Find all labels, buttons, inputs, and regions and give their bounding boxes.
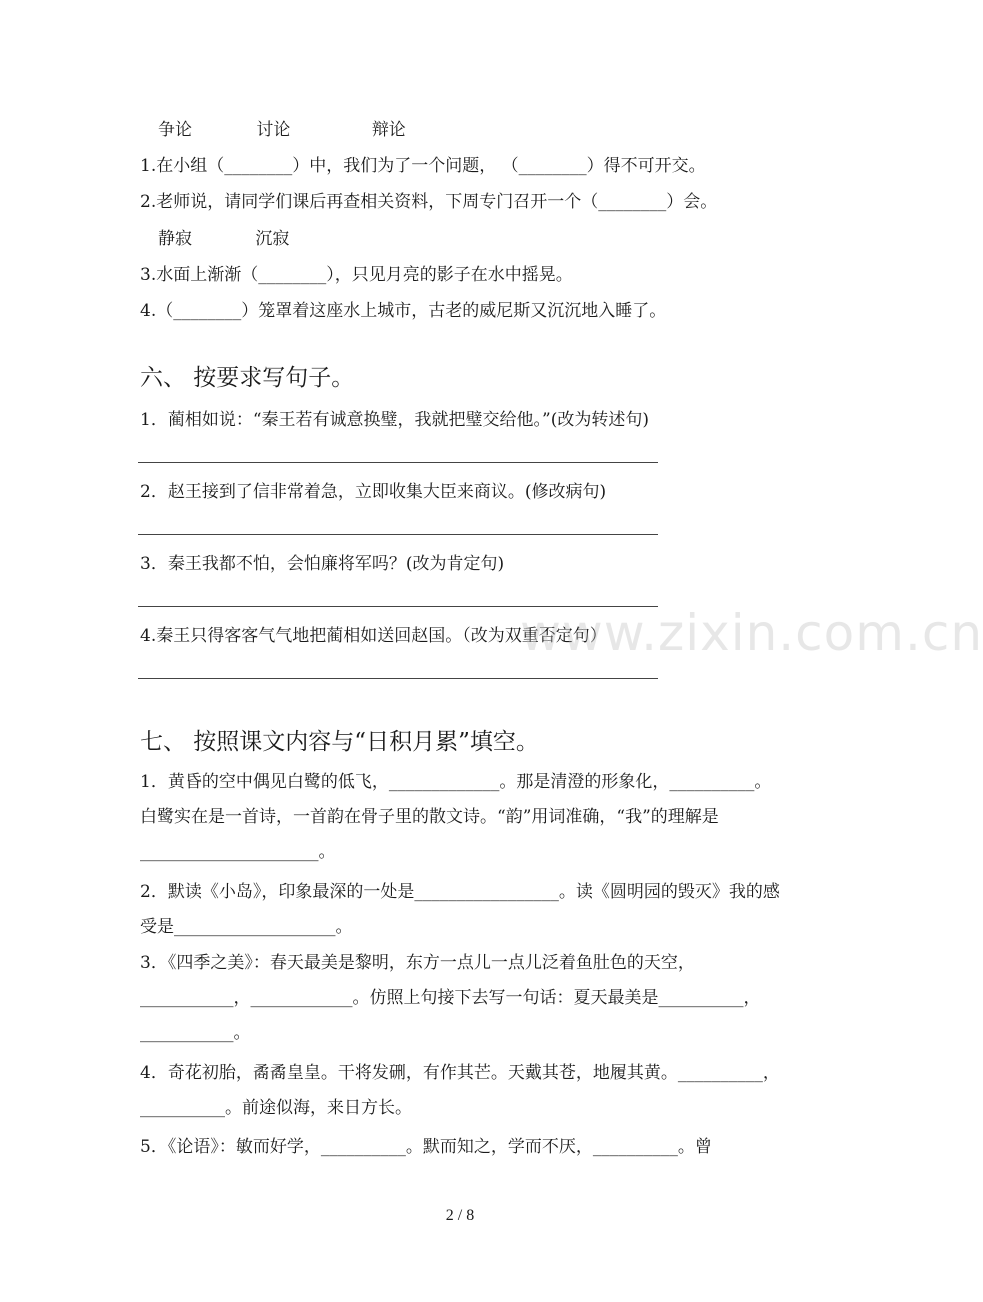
section-7-heading: 七、 按照课文内容与“日积月累”填空。 [140, 729, 539, 755]
answer-line [138, 678, 658, 679]
question-7-5: 5．《论语》：敏而好学，__________。默而知之，学而不厌，__________。曾 [140, 1137, 712, 1157]
word-option: 讨论 [256, 120, 291, 140]
word-option: 争论 [158, 120, 192, 140]
question-6-2: 2．赵王接到了信非常着急，立即收集大臣来商议。(修改病句) [140, 482, 607, 502]
question-7-1: 1．黄昏的空中偶见白鹭的低飞，_____________。那是清澄的形象化，__________。白鹭实在是一首诗，一首韵在骨子里的散文诗。“韵”用词准确，“我”的理解是_____________________。 [140, 772, 772, 862]
question-7-2: 2．默读《小岛》，印象最深的一处是_________________。读《圆明园的毁灭》我的感受是___________________。 [140, 882, 780, 937]
question-7-3: 3．《四季之美》：春天最美是黎明，东方一点儿一点儿泛着鱼肚色的天空，___________，____________。仿照上句接下去写一句话：夏天最美是__________，___________。 [140, 953, 761, 1043]
question-5-3: 3.水面上渐渐（________），只见月亮的影子在水中摇晃。 [140, 265, 573, 285]
word-option: 静寂 [158, 229, 192, 249]
question-6-1: 1．蔺相如说：“秦王若有诚意换璧，我就把璧交给他。”(改为转述句) [140, 410, 649, 430]
question-6-3: 3．秦王我都不怕，会怕廉将军吗？(改为肯定句) [140, 554, 505, 574]
word-option: 辩论 [371, 120, 406, 140]
section-6-heading: 六、 按要求写句子。 [140, 365, 355, 391]
question-7-4: 4．奇花初胎，矞矞皇皇。干将发硎，有作其芒。天戴其苍，地履其黄。__________，__________。前途似海，来日方长。 [140, 1063, 780, 1118]
answer-line [138, 462, 658, 463]
word-option: 沉寂 [255, 229, 290, 249]
question-5-2: 2.老师说，请同学们课后再查相关资料，下周专门召开一个（________）会。 [140, 192, 718, 212]
question-5-1: 1.在小组（________）中，我们为了一个问题， （________）得不可开交。 [140, 156, 706, 176]
word-group-1 [158, 120, 406, 140]
answer-line [138, 534, 658, 535]
question-6-4: 4.秦王只得客客气气地把蔺相如送回赵国。（改为双重否定句） [140, 626, 607, 646]
word-group-2 [158, 229, 289, 249]
question-5-4: 4.（________）笼罩着这座水上城市，古老的威尼斯又沉沉地入睡了。 [140, 301, 667, 321]
watermark: www.zixin.com.cn [520, 604, 983, 662]
page-number: 2 / 8 [445, 1207, 475, 1224]
